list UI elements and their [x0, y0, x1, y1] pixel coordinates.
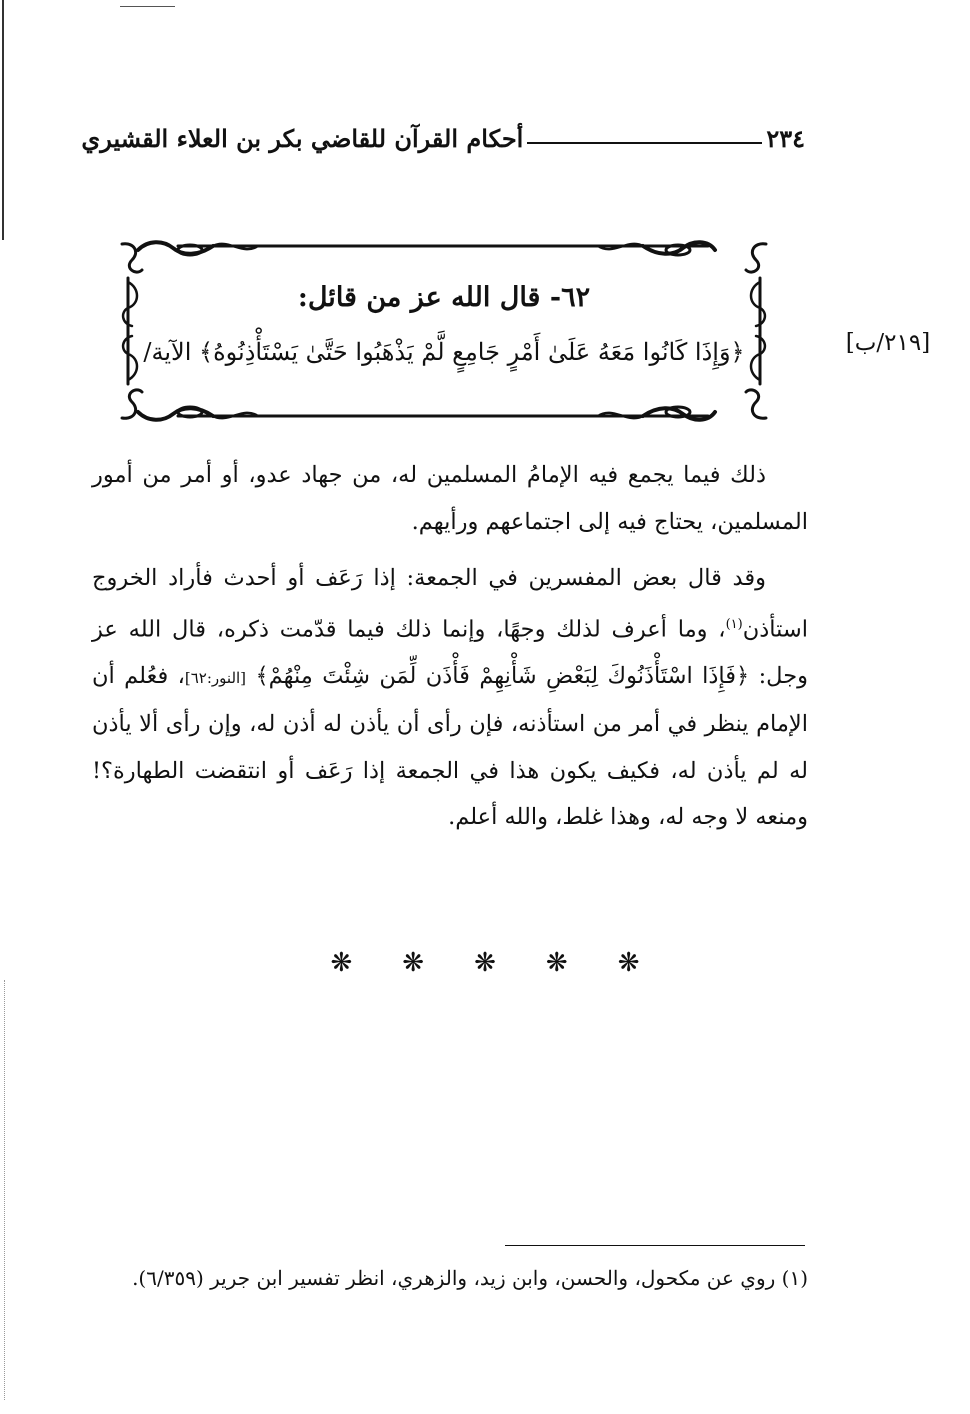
scan-edge-mark	[2, 0, 4, 240]
frame-ornament-icon	[118, 238, 770, 424]
paragraph-2	[92, 555, 808, 841]
star-ornament-icon: ❋	[402, 948, 425, 978]
manuscript-folio-ref: [٢١٩/ب]	[845, 330, 931, 356]
section-heading: ٦٢- قال الله عز من قائل:	[297, 282, 591, 313]
section-separator	[0, 948, 970, 978]
surah-reference: [النور:٦٢]	[184, 668, 247, 687]
star-ornament-icon: ❋	[617, 948, 640, 978]
paragraph-1: ذلك فيما يجمع فيه الإمامُ المسلمين له، من جهاد عدو، أو أمر من أمور المسلمين، يحتاج فيه إلى اجتماعهم ورأيهم.	[92, 462, 808, 535]
quran-verse: ﴿وَإِذَا كَانُوا مَعَهُ عَلَىٰ أَمْرٍ جَامِعٍ لَّمْ يَذْهَبُوا حَتَّىٰ يَسْتَأْذِنُوهُ﴾ الآية/	[143, 338, 745, 366]
book-title: أحكام القرآن للقاضي بكر بن العلاء القشيري	[81, 123, 524, 153]
scan-edge-mark	[4, 980, 5, 1400]
paragraph-2-text-a: وقد قال بعض المفسرين في الجمعة: إذا رَعَف أو أحدث فأراد الخروج استأذن	[92, 565, 808, 642]
footnote-rule	[505, 1245, 805, 1246]
star-ornament-icon: ❋	[545, 948, 568, 978]
footnote-marker: (١)	[725, 616, 743, 632]
page-header	[81, 118, 805, 158]
scan-edge-mark	[120, 6, 175, 7]
star-ornament-icon: ❋	[330, 948, 353, 978]
header-rule	[527, 142, 762, 144]
footnote-1: (١) روي عن مكحول، والحسن، وابن زيد، والزهري، انظر تفسير ابن جرير (٦/٣٥٩).	[132, 1266, 808, 1290]
ornamental-frame	[118, 238, 770, 424]
star-ornament-icon: ❋	[474, 948, 496, 978]
paragraph-2-text-b: ، وما أعرف لذلك وجهًا، وإنما ذلك فيما قدّمت ذكره، قال الله عز وجل: ﴿فَإِذَا اسْتَأْذَنُوكَ لِبَعْضِ شَأْنِهِمْ فَأْذَن لِّمَن شِئْتَ مِنْهُمْ﴾	[92, 616, 808, 689]
page-number: ٢٣٤	[766, 123, 805, 153]
paragraph-2-text-c: ، فعُلم أن الإمام ينظر في أمر من استأذنه، فإن رأى أن يأذن له أذن له، وإن رأى ألا يأذن له لم يأذن له، فكيف يكون هذا في الجمعة إذا رَعَف أو انتقضت الطهارة؟! ومنعه لا وجه له، وهذا غلط، والله أعلم.	[92, 662, 808, 830]
